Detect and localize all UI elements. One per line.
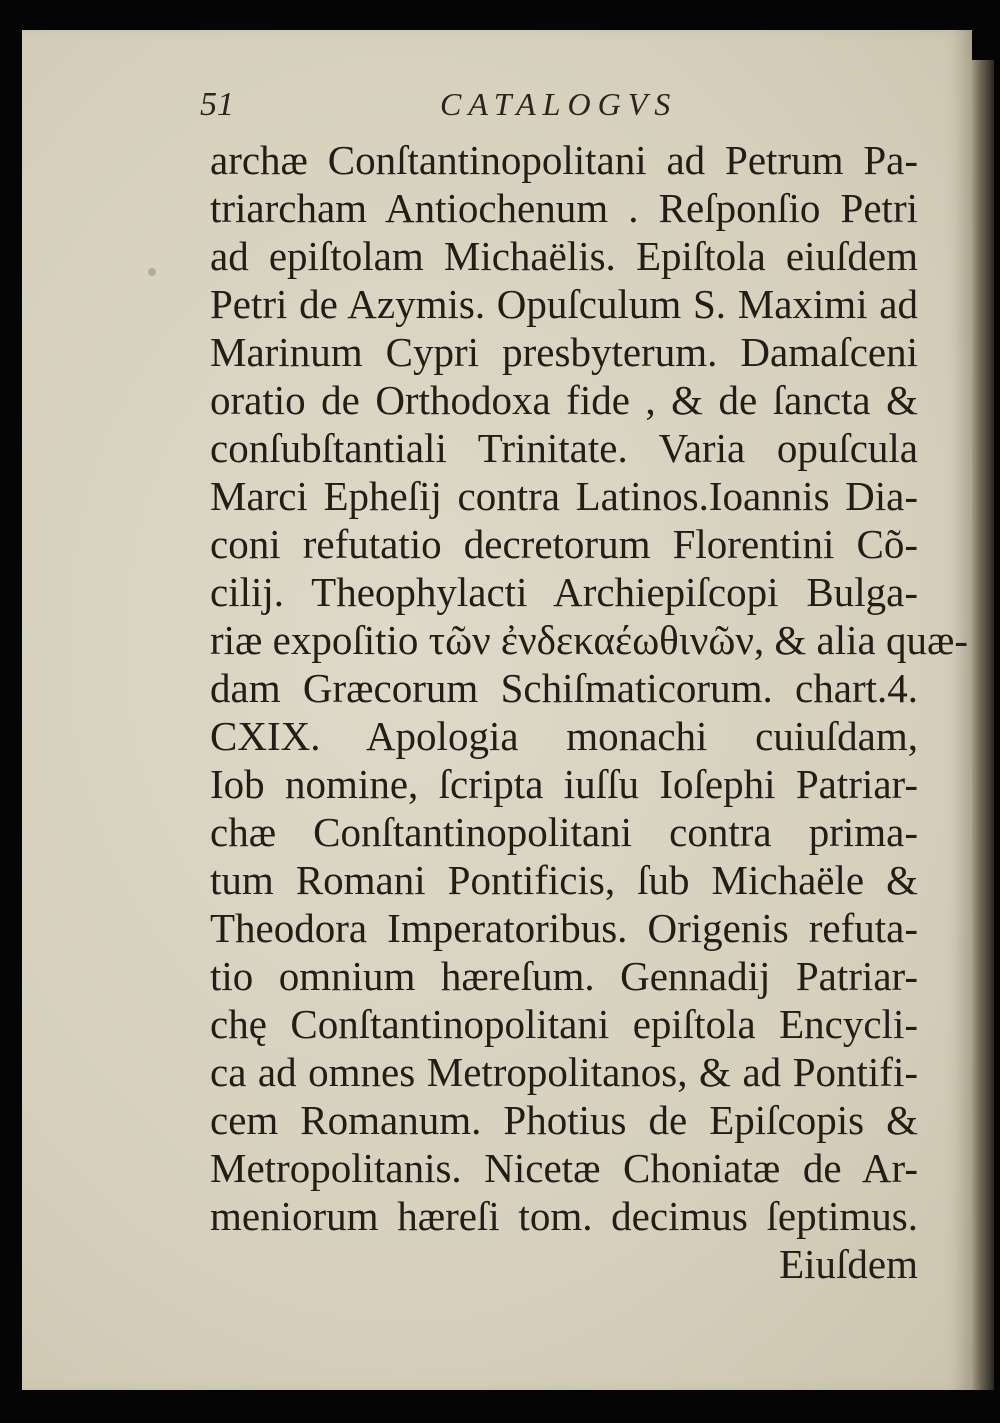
text-line: chę Conſtantinopolitani epiſtola Encycli- [210,1001,918,1047]
text-line: Theodora Imperatoribus. Origenis refuta- [210,905,918,951]
text-line: archæ Conſtantinopolitani ad Petrum Pa- [210,137,918,183]
text-line: riæ expoſitio τῶν ἐνδεκαέωθινῶν, & alia quæ- [210,617,968,663]
text-line: cilij. Theophylacti Archiepiſcopi Bulga- [210,569,918,615]
text-line: Marinum Cypri presbyterum. Damaſceni [210,329,918,375]
text-line: triarcham Antiochenum . Reſponſio Petri [210,185,918,231]
catchword: Eiuſdem [779,1241,918,1287]
text-line: coni refutatio decretorum Florentini Cõ- [210,521,918,567]
text-line: cem Romanum. Photius de Epiſcopis & [210,1097,918,1143]
text-line: Metropolitanis. Nicetæ Choniatæ de Ar- [210,1145,918,1191]
text-line: CXIX. Apologia monachi cuiuſdam, [210,713,918,759]
text-line: ad epiſtolam Michaëlis. Epiſtola eiuſdem [210,233,918,279]
text-line: dam Græcorum Schiſmaticorum. chart.4. [210,665,918,711]
text-line: Petri de Azymis. Opuſculum S. Maximi ad [210,281,918,327]
paper-stain [148,268,156,276]
text-line: chæ Conſtantinopolitani contra prima- [210,809,918,855]
page-number: 51 [200,86,234,123]
text-line: Iob nomine, ſcripta iuſſu Ioſephi Patriar- [210,761,918,807]
text-line: ca ad omnes Metropolitanos, & ad Pontifi- [210,1049,918,1095]
text-line: conſubſtantiali Trinitate. Varia opuſcula [210,425,918,471]
text-line: Marci Epheſij contra Latinos.Ioannis Dia- [210,473,918,519]
text-line: meniorum hæreſi tom. decimus ſeptimus. [210,1193,918,1239]
page-edge [972,60,994,1390]
text-line: tio omnium hæreſum. Gennadij Patriar- [210,953,918,999]
running-title: CATALOGVS [440,86,678,122]
running-head [200,84,920,144]
body-text [210,136,968,1288]
text-line: tum Romani Pontificis, ſub Michaële & [210,857,918,903]
text-line: oratio de Orthodoxa fide , & de ſancta & [210,377,918,423]
